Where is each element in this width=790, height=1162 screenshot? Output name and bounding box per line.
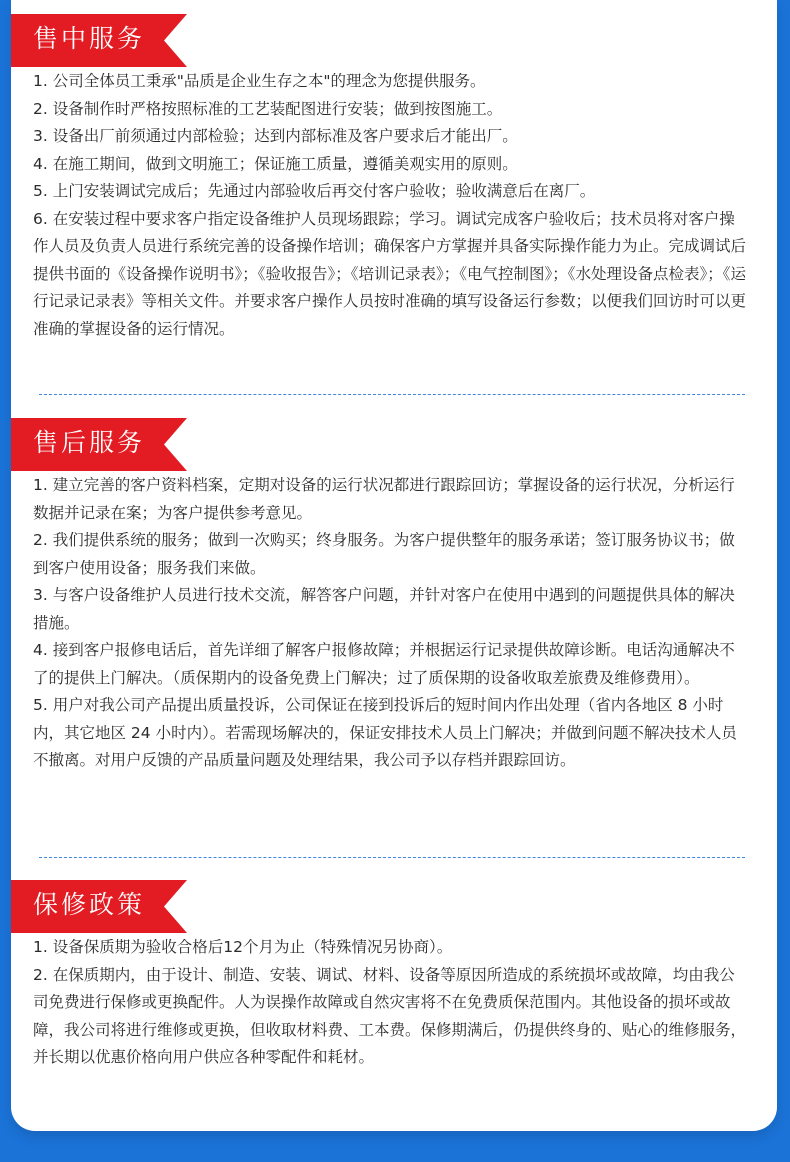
section-title-tag bbox=[11, 880, 187, 933]
content-card bbox=[11, 0, 777, 1131]
list-item: 6. 在安装过程中要求客户指定设备维护人员现场跟踪；学习。调试完成客户验收后；技术员将对客户操作人员及负责人员进行系统完善的设备操作培训；确保客户方掌握并具备实际操作能力为止。完成调试后提供书面的《设备操作说明书》；《验收报告》；《培训记录表》；《电气控制图》；《水处理设备点检表》；《运行记录记录表》等相关文件。并要求客户操作人员按时准确的填写设备运行参数；以便我们回访时可以更准确的掌握设备的运行情况。 bbox=[33, 209, 747, 338]
list-item: 3. 与客户设备维护人员进行技术交流，解答客户问题，并针对客户在使用中遇到的问题提供具体的解决措施。 bbox=[33, 586, 735, 632]
section-divider bbox=[39, 857, 745, 858]
list-item: 4. 接到客户报修电话后，首先详细了解客户报修故障；并根据运行记录提供故障诊断。电话沟通解决不了的提供上门解决。（质保期内的设备免费上门解决；过了质保期的设备收取差旅费及维修费用）。 bbox=[33, 641, 735, 687]
list-item: 2. 设备制作时严格按照标准的工艺装配图进行安装；做到按图施工。 bbox=[33, 99, 503, 118]
list-item: 1. 公司全体员工秉承"品质是企业生存之本"的理念为您提供服务。 bbox=[33, 72, 486, 90]
section-title: 售后服务 bbox=[33, 428, 146, 457]
section-title: 保修政策 bbox=[33, 890, 146, 919]
list-item: 2. 在保质期内，由于设计、制造、安装、调试、材料、设备等原因所造成的系统损坏或故障，均由我公司免费进行保修或更换配件。人为误操作故障或自然灾害将不在免费质保范围内。其他设备的损坏或故障，我公司将进行维修或更换，但收取材料费、工本费。保修期满后，仍提供终身的、贴心的维修服务，并长期以优惠价格向用户供应各种零配件和耗材。 bbox=[33, 965, 747, 1066]
section-body bbox=[33, 68, 749, 343]
section-title: 售中服务 bbox=[33, 24, 146, 53]
list-item: 1. 设备保质期为验收合格后12个月为止（特殊情况另协商）。 bbox=[33, 938, 453, 956]
section-divider bbox=[39, 394, 745, 395]
list-item: 2. 我们提供系统的服务；做到一次购买；终身服务。为客户提供整年的服务承诺；签订服务协议书；做到客户使用设备；服务我们来做。 bbox=[33, 531, 735, 577]
section-title-tag bbox=[11, 14, 187, 67]
list-item: 4. 在施工期间，做到文明施工；保证施工质量，遵循美观实用的原则。 bbox=[33, 154, 518, 173]
section-body bbox=[33, 472, 749, 775]
list-item: 1. 建立完善的客户资料档案，定期对设备的运行状况都进行跟踪回访；掌握设备的运行状况，分析运行数据并记录在案；为客户提供参考意见。 bbox=[33, 476, 735, 522]
list-item: 5. 上门安装调试完成后；先通过内部验收后再交付客户验收；验收满意后在离厂。 bbox=[33, 182, 596, 200]
list-item: 5. 用户对我公司产品提出质量投诉，公司保证在接到投诉后的短时间内作出处理（省内各地区 8 小时内，其它地区 24 小时内）。若需现场解决的，保证安排技术人员上门解决；并做到问题不解决技术人员不撤离。对用户反馈的产品质量问题及处理结果，我公司予以存档并跟踪回访。 bbox=[33, 696, 737, 769]
section-body bbox=[33, 934, 749, 1072]
list-item: 3. 设备出厂前须通过内部检验；达到内部标准及客户要求后才能出厂。 bbox=[33, 127, 518, 145]
section-title-tag bbox=[11, 418, 187, 471]
